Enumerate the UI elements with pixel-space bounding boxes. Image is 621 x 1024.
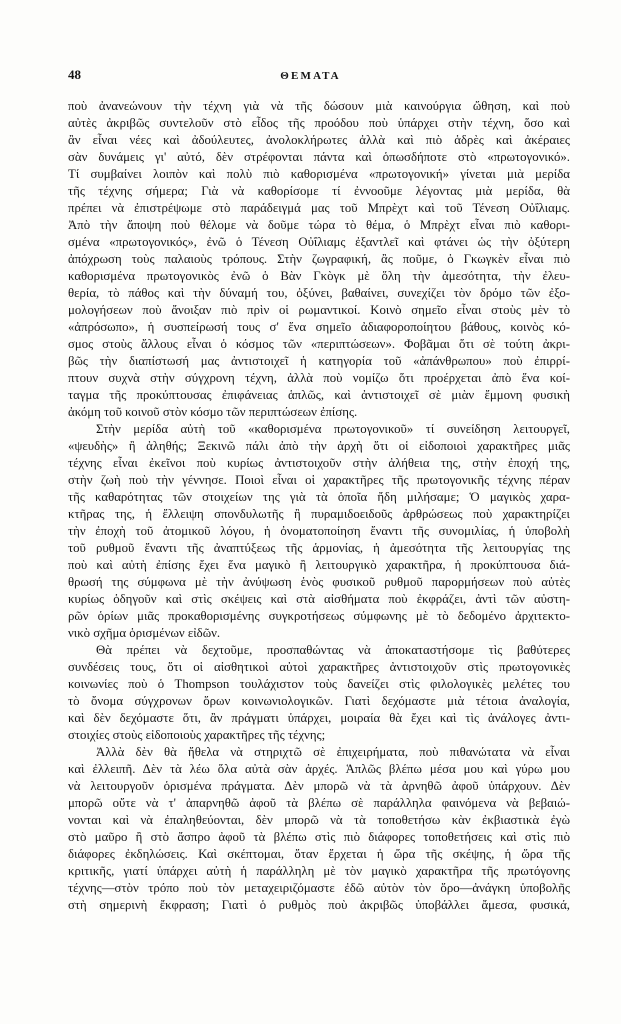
text-line: πρέπει νὰ ἐπιστρέψωμε στὸ παράδειγμά μας τοῦ Μπρὲχτ καὶ τοῦ Τένεση Οὐΐλιαμς. bbox=[68, 201, 570, 215]
text-line: ταγμα τῆς προκύπτουσας ἐπιφάνειας ἁπλῶς, καὶ ἀντιστοιχεῖ σὲ μιὰν ἔμμονη φυσικὴ bbox=[68, 388, 570, 402]
text-line: Ἀπὸ τὴν ἄποψη ποὺ θέλομε νὰ δοῦμε τώρα τὸ θέμα, ὁ Μπρὲχτ εἶναι πιὸ καθορι- bbox=[68, 218, 570, 232]
text-line: τοῦ ρυθμοῦ ἔναντι τῆς ἀναπτύξεως τῆς ἁρμονίας, ἡ ἀμεσότητα τῆς λειτουργίας της bbox=[68, 541, 570, 555]
text-line: σμένα «πρωτογονικός», ἐνῶ ὁ Τένεση Οὐΐλιαμς ἐξαντλεῖ καὶ φτάνει ὡς τὴν ὀξύτερη bbox=[68, 235, 570, 249]
text-line: Τί συμβαίνει λοιπὸν καὶ πολὺ πιὸ καθορισμένα «πρωτογονική» γίνεται μιὰ μερίδα bbox=[68, 167, 570, 181]
text-line: βῶς τὴν διαπίστωσή μας ἀντιστοιχεῖ ἡ κατηγορία τοῦ «ἀπάνθρωπου» ποὺ ἐπιρρί- bbox=[68, 354, 570, 368]
text-line: θρωσή της σύμφωνα μὲ τὴν ἀνύψωση ἑνὸς φυσικοῦ ρυθμοῦ παρορμήσεων ποὺ αὐτὲς bbox=[68, 575, 570, 589]
text-line: στὴ σημερινὴ ἔκφραση; Γιατὶ ὁ ρυθμὸς ποὺ ἀκριβῶς ὑποβάλλει ἄμεσα, φυσικά, bbox=[68, 898, 570, 912]
text-line: ρῶν ὁρίων μιᾶς προκαθορισμένης συγκροτήσεως σύμφωνης μὲ τὸ δεδομένο ἀρχιτεκτο- bbox=[68, 609, 570, 623]
text-line: στὸ μαῦρο ἢ στὸ ἄσπρο ἀφοῦ τὰ βλέπω στὶς πιὸ διάφορες τοποθετήσεις καὶ στὶς πιὸ bbox=[68, 830, 570, 844]
page-number: 48 bbox=[68, 67, 81, 82]
paragraph-start-line: Στὴν μερίδα αὐτὴ τοῦ «καθορισμένα πρωτογονικοῦ» τί συνείδηση λειτουργεῖ, bbox=[96, 422, 570, 436]
text-line: νονται καὶ νὰ ἐπαληθεύονται, δὲν μπορῶ νὰ τὰ τοποθετήσω κὰν ἐκβιαστικὰ ἐγὼ bbox=[68, 813, 570, 827]
text-line: «ἀπρόσωπο», ἡ συσπείρωσή τους σ' ἕνα σημεῖο ἀδιαφοροποίητου βάθους, κοινὸς κό- bbox=[68, 320, 570, 334]
text-line: καὶ δὲν δεχόμαστε ὅτι, ἂν πράγματι ὑπάρχει, μοιραία θὰ ἔχει καὶ τὶς ἀνάλογες ἀντι- bbox=[68, 711, 570, 725]
text-line: μολογήσεων ποὺ ἄνοιξαν πιὸ πρὶν οἱ ρωμαντικοί. Κοινὸ σημεῖο εἶναι στοὺς μὲν τὸ bbox=[68, 303, 570, 317]
text-line: τῆς τέχνης σήμερα; Γιὰ νὰ καθορίσομε τί ἐννοοῦμε λέγοντας μιὰ μερίδα, θὰ bbox=[68, 184, 570, 198]
body-text bbox=[68, 98, 570, 914]
text-line: νὰ λειτουργοῦν ὁρισμένα πράγματα. Δὲν μπορῶ νὰ τὰ ἀρνηθῶ ἀφοῦ ὑπάρχουν. Δὲν bbox=[68, 779, 570, 793]
text-line: καὶ ἐλλειπῆ. Δὲν τὰ λέω ὅλα αὐτὰ σὰν ἀρχές. Ἁπλῶς βλέπω μέσα μου καὶ γύρω μου bbox=[68, 762, 570, 776]
text-line: τέχνης—στὸν τρόπο ποὺ τὸν μεταχειριζόμαστε ἐδῶ αὐτὸν τὸν ὅρο—ἀνάγκη ὑποβολῆς bbox=[68, 881, 570, 895]
text-line: κριτικῆς, γιατί ὑπάρχει αὐτὴ ἡ παράλληλη μὲ τὸν μαγικὸ χαρακτῆρα τῆς πρωτόγονης bbox=[68, 864, 570, 878]
paragraph-start-line: Θὰ πρέπει νὰ δεχτοῦμε, προσπαθώντας νὰ ἀποκαταστήσομε τὶς βαθύτερες bbox=[96, 643, 570, 657]
text-line: ἀπόχρωση τοὺς παλαιοὺς τρόπους. Στὴν ζωγραφική, ἂς ποῦμε, ὁ Γκωγκὲν εἶναι πιὸ bbox=[68, 252, 570, 266]
text-line: «ψευδὴς» ἢ ἀληθής; Ξεκινῶ πάλι ἀπὸ τὴν ἀρχὴ ὅτι οἱ εἰδοποιοὶ χαρακτῆρες μιᾶς bbox=[68, 439, 570, 453]
text-line: τὴν ἐποχὴ τοῦ ἀτομικοῦ λόγου, ἡ ὀνοματοποίηση ἔναντι τῆς συνομιλίας, ἡ ὑποβολὴ bbox=[68, 524, 570, 538]
text-line: αὐτὲς ἀκριβῶς συντελοῦν στὸ εἶδος τῆς προόδου ποὺ ὑπάρχει στὴν τέχνη, ὅσο καὶ bbox=[68, 116, 570, 130]
text-line: θερία, τὸ πάθος καὶ τὴν δύναμή του, ὀξύνει, βαθαίνει, συνεχίζει τὸν δρόμο τῶν ἐξο- bbox=[68, 286, 570, 300]
text-line: ποὺ ἀνανεώνουν τὴν τέχνη γιὰ νὰ τῆς δώσουν μιὰ καινούργια ὤθηση, καὶ ποὺ bbox=[68, 99, 570, 113]
paragraph-end-line: ἀκόμη τοῦ κοινοῦ στὸν κόσμο τῶν περιπτώσεων ἐπίσης. bbox=[68, 405, 358, 419]
text-line: τὸ ὄνομα σύγχρονων ὅρων κοινωνιολογικῶν. Γιατὶ δεχόμαστε μιὰ τέτοια ἀναλογία, bbox=[68, 694, 570, 708]
text-line: κτῆρας της, ἡ ἔλλειψη σπονδυλωτῆς ἢ πυραμιδοειδοῦς ἀρθρώσεως ποὺ χαρακτηρίζει bbox=[68, 507, 570, 521]
text-line: κυρίως ὁδηγοῦν καὶ στὶς σκέψεις καὶ στὰ αἰσθήματα ποὺ ἐκφράζει, ἀντὶ τῶν αὐστη- bbox=[68, 592, 570, 606]
text-line: τῆς καθαρότητας τῶν στοιχείων της γιὰ τὰ ὁποῖα ἤδη μιλήσαμε; Ὁ μαγικὸς χαρα- bbox=[68, 490, 570, 504]
text-line: διάφορες ἐκδηλώσεις. Καὶ σκέπτομαι, ὅταν ἔρχεται ἡ ὥρα τῆς σκέψης, ἡ ὥρα τῆς bbox=[68, 847, 570, 861]
text-line: κοινωνίες ποὺ ὁ Thompson τουλάχιστον τοὺς δανείζει στὶς φιλολογικὲς μελέτες του bbox=[68, 677, 570, 691]
text-line: ἂν εἶναι νέες καὶ ἀδούλευτες, ἀνολοκλήρωτες ἀλλὰ καὶ πιὸ ἁδρὲς καὶ ἀκέραιες bbox=[68, 133, 570, 147]
text-line: καθορισμένα πρωτογονικὸς ἐνῶ ὁ Βὰν Γκὸγκ μὲ ὅλη τὴν ἀμεσότητα, τὴν ἐλευ- bbox=[68, 269, 570, 283]
text-line: σὰν δυνάμεις γι' αὐτό, δὲν στρέφονται πάντα καὶ ὁπωσδήποτε στὸ «πρωτογονικό». bbox=[68, 150, 570, 164]
text-line: πτουν συχνὰ στὴν σύγχρονη τέχνη, ἀλλὰ ποὺ νομίζω ὅτι προέρχεται ἀπὸ ἕνα κοί- bbox=[68, 371, 570, 385]
running-head: ΘΕΜΑΤΑ bbox=[280, 70, 341, 82]
paragraph-start-line: Ἀλλὰ δὲν θὰ ἤθελα νὰ στηριχτῶ σὲ ἐπιχειρήματα, ποὺ πιθανώτατα νὰ εἶναι bbox=[96, 745, 570, 759]
text-line: τέχνης εἶναι ἐκεῖνοι ποὺ κυρίως ἀντιστοιχοῦν στὴν ἀλήθεια της, στὴν ἐποχή της, bbox=[68, 456, 570, 470]
text-line: μπορῶ οὔτε νὰ τ' ἀπαρνηθῶ ἀφοῦ τὰ βλέπω σὲ παράλληλα φαινόμενα νὰ βεβαιώ- bbox=[68, 796, 570, 810]
text-line: σμος στοὺς ἄλλους εἶναι ὁ κόσμος τῶν «περιπτώσεων». Φοβᾶμαι ὅτι σὲ τούτη ἀκρι- bbox=[68, 337, 570, 351]
text-line: ποὺ καὶ αὐτὴ ἐπίσης ἔχει ἕνα μαγικὸ ἢ λειτουργικὸ χαρακτῆρα, ἡ προκύπτουσα διά- bbox=[68, 558, 570, 572]
paragraph-end-line: νικὸ σχῆμα ὁρισμένων εἰδῶν. bbox=[68, 626, 221, 640]
text-line: στὴν ζωὴ ποὺ τὴν γέννησε. Ποιοὶ εἶναι οἱ χαρακτῆρες τῆς πρωτογονικῆς τέχνης πέραν bbox=[68, 473, 570, 487]
text-line: συνδέσεις τους, ὅτι οἱ αἰσθητικοὶ αὐτοὶ χαρακτῆρες ἀντιστοιχοῦν στὶς πρωτογονικὲς bbox=[68, 660, 570, 674]
paragraph-end-line: στοιχίες στοὺς εἰδοποιοὺς χαρακτῆρες τῆς τέχνης; bbox=[68, 728, 326, 742]
